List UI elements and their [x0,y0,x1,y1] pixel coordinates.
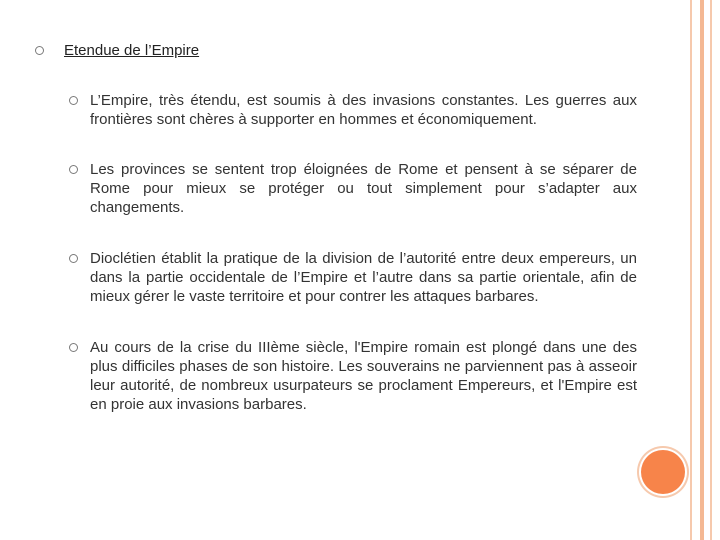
hollow-circle-icon [69,165,78,174]
decorative-rule [690,0,692,540]
decorative-rule [710,0,712,540]
decorative-rule [700,0,704,540]
hollow-circle-icon [69,96,78,105]
section-heading: Etendue de l’Empire [64,42,200,59]
bullet-text: L’Empire, très étendu, est soumis à des invasions constantes. Les guerres aux frontières sont chères à supporter en hommes et économiquement. [90,92,637,128]
bullet-text: Au cours de la crise du IIIème siècle, l'Empire romain est plongé dans une des plus difficiles phases de son histoire. Les souverains ne parviennent pas à asseoir leur autorité, de nombreux usurpateurs se proclament Empereurs, et l'Empire est en proie aux invasions barbares. [90,339,637,413]
hollow-circle-icon [69,343,78,352]
hollow-circle-icon [35,46,44,55]
bullet-text: Dioclétien établit la pratique de la division de l’autorité entre deux empereurs, un dans la partie occidentale de l’Empire et l’autre dans sa partie orientale, afin de mieux gérer le vaste territoire et pour contrer les attaques barbares. [90,250,637,305]
bullet-text: Les provinces se sentent trop éloignées de Rome et pensent à se séparer de Rome pour mieux se protéger ou tout simplement pour s’adapter aux changements. [90,161,637,216]
orange-circle-icon [641,450,685,494]
hollow-circle-icon [69,254,78,263]
